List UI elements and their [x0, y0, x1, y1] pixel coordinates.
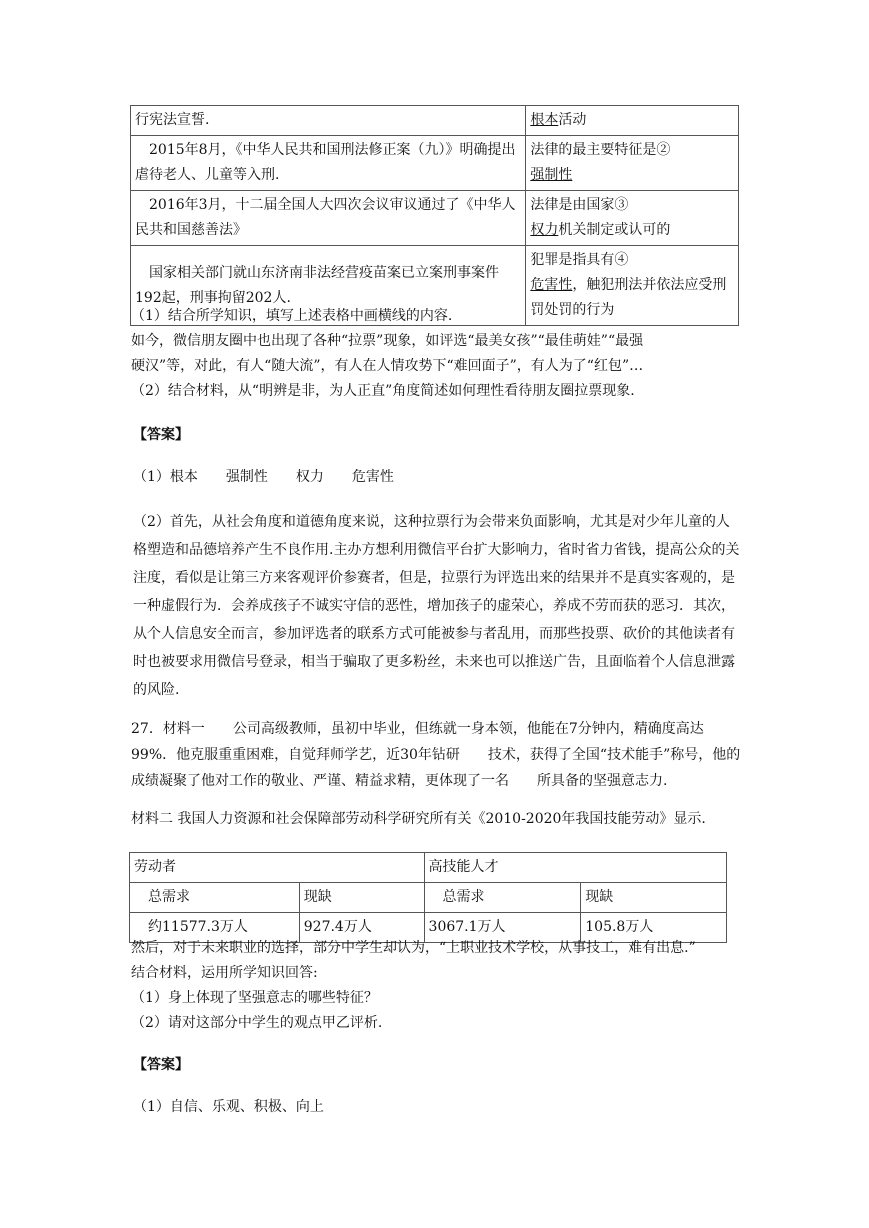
question-line: 结合材料，运用所学知识回答: [131, 965, 318, 981]
table-cell: 约11577.3万人 [130, 913, 300, 943]
question-line: 硬汉”等，对此，有人“随大流”，有人在人情攻势下“难回面子”，有人为了“红包”… [131, 358, 644, 374]
question-line: 然后，对于未来职业的选择，部分中学生却认为，“上职业技术学校，从事技工，难有出息.” [131, 940, 696, 956]
table-cell: 根本活动 [526, 106, 739, 136]
table-header: 总需求 [424, 883, 581, 913]
question-line: （2）请对这部分中学生的观点甲乙评析. [131, 1015, 383, 1031]
table-row [130, 853, 727, 883]
answer-paragraph: （2）首先，从社会角度和道德角度来说，这种拉票行为会带来负面影响，尤其是对少年儿童的人格塑造和品德培养产生不良作用.主办方想利用微信平台扩大影响力，省时省力省钱，提高公众的关注度，看似是让第三方来客观评价参赛者，但是，拉票行为评选出来的结果并不是真实客观的，是一种虚假行为．会养成孩子不诚实守信的恶性，增加孩子的虚荣心，养成不劳而获的恶习．其次，从个人信息安全而言，参加评选者的联系方式可能被参与者乱用，而那些投票、砍价的其他读者有时也被要求用微信号登录，相当于骗取了更多粉丝，未来也可以推送广告，且面临着个人信息泄露的风险. [133, 514, 740, 698]
answer-heading: 【答案】 [133, 1057, 189, 1073]
answer-blank: 权力 [530, 222, 559, 238]
table-row [131, 191, 739, 246]
table-header: 现缺 [299, 883, 424, 913]
question-line: （2）结合材料，从“明辨是非，为人正直”角度简述如何理性看待朋友圈拉票现象. [131, 383, 635, 399]
answer-text: （1）自信、乐观、积极、向上 [133, 1099, 324, 1115]
table-row [131, 136, 739, 191]
table-header: 现缺 [581, 883, 727, 913]
answer-blank: 危害性 [530, 277, 573, 293]
table-header: 总需求 [130, 883, 300, 913]
table-cell: 法律是由国家③ 权力机关制定或认可的 [526, 191, 739, 246]
table-cell: 法律的最主要特征是② 强制性 [526, 136, 739, 191]
table-cell: 2015年8月，《中华人民共和国刑法修正案（九）》明确提出虐待老人、儿童等入刑. [131, 136, 526, 191]
table-row [131, 106, 739, 136]
law-table [130, 105, 739, 326]
answer-blank: 强制性 [530, 167, 573, 183]
answer-heading: 【答案】 [133, 427, 189, 443]
answer-blank: 根本 [530, 112, 559, 128]
question-line: 如今，微信朋友圈中也出现了各种“拉票”现象，如评选“最美女孩”“最佳萌娃”“最强 [131, 333, 644, 349]
table-cell: 行宪法宣誓. [131, 106, 526, 136]
table-cell: 国家相关部门就山东济南非法经营疫苗案已立案刑事案件192起，刑事拘留202人. [131, 246, 526, 326]
table-cell: 2016年3月，十二届全国人大四次会议审议通过了《中华人民共和国慈善法》 [131, 191, 526, 246]
table-cell: 3067.1万人 [424, 913, 581, 943]
table-cell: 犯罪是指具有④ 危害性，触犯刑法并依法应受刑罚处罚的行为 [526, 246, 739, 326]
table-cell: 927.4万人 [299, 913, 424, 943]
table-cell: 105.8万人 [581, 913, 727, 943]
answer-text: （1）根本 强制性 权力 危害性 [133, 469, 394, 485]
question-line: （1）结合所学知识，填写上述表格中画横线的内容. [131, 308, 453, 324]
table-header: 劳动者 [130, 853, 425, 883]
material-one: 27．材料一 公司高级教师，虽初中毕业，但练就一身本领，他能在7分钟内，精确度高达99%．他克服重重困难，自觉拜师学艺，近30年钻研 技术，获得了全国“技术能手”称号，他的成绩凝聚了他对工作的敬业、严谨、精益求精，更体现了一名 所具备的坚强意志力. [131, 721, 741, 789]
table-row [130, 883, 727, 913]
material-two: 材料二 我国人力资源和社会保障部劳动科学研究所有关《2010-2020年我国技能劳动》显示. [131, 811, 706, 827]
table-header: 高技能人才 [424, 853, 726, 883]
question-line: （1）身上体现了坚强意志的哪些特征？ [131, 990, 378, 1006]
labor-table [129, 852, 727, 943]
